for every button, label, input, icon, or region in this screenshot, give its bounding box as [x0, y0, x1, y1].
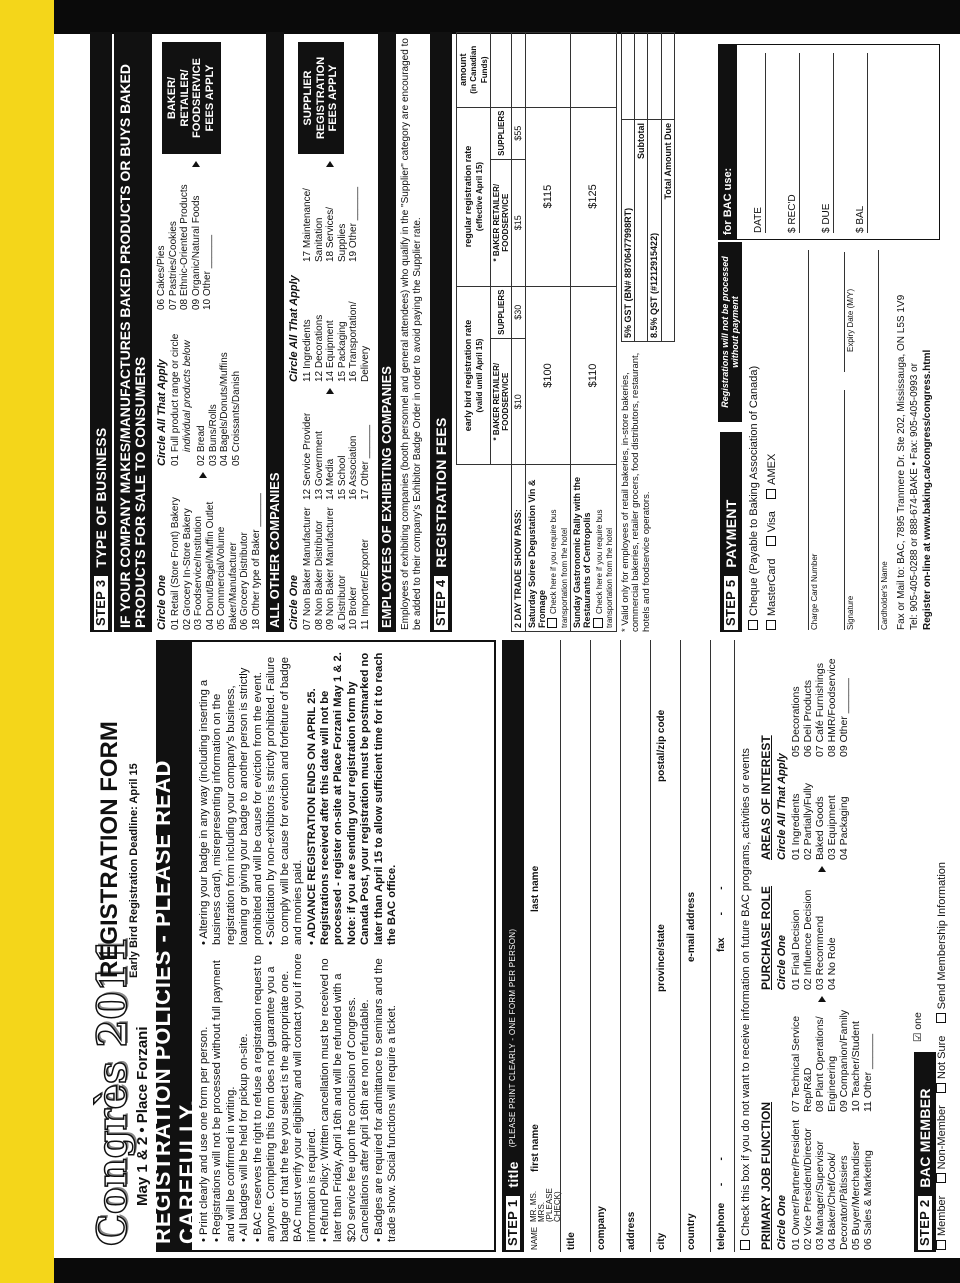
other-option[interactable]: 12 Service Provider: [302, 412, 313, 500]
title-field[interactable]: [566, 650, 588, 1250]
job-option[interactable]: 11 Other ______: [862, 1033, 875, 1112]
product-option[interactable]: 10 Other ______: [202, 234, 213, 310]
mastercard-checkbox[interactable]: [766, 620, 776, 630]
interest-option[interactable]: 04 Packaging: [838, 796, 851, 860]
interest-col1[interactable]: [790, 783, 850, 860]
postal-field[interactable]: [656, 652, 678, 782]
product-option[interactable]: 08 Ethnic-Oriented Products: [179, 184, 190, 310]
fax-label: fax: [716, 937, 727, 952]
not-sure-checkbox[interactable]: [936, 1083, 946, 1093]
qst-cell[interactable]: [648, 33, 661, 120]
province-field[interactable]: [656, 792, 678, 992]
divider: [590, 640, 591, 1252]
baker-fees-box: BAKER/ RETAILER/ FOODSERVICE FEES APPLY: [162, 42, 221, 154]
qst-label: 8.5% QST (#1212915422): [648, 120, 661, 342]
fee-value: $15: [512, 159, 525, 286]
amount-cell[interactable]: [571, 33, 616, 108]
member-option[interactable]: Member: [936, 1195, 948, 1236]
business-option[interactable]: 02 Grocery In-Store Bakery: [181, 508, 193, 630]
product-option[interactable]: 09 Organic/Natural Foods: [190, 195, 202, 310]
bus-note: Check here if you require bus transportation from the hotel: [594, 509, 615, 628]
supply-option[interactable]: Supplies: [336, 223, 348, 262]
job-col2[interactable]: [790, 1010, 874, 1112]
other-option[interactable]: 16 Association: [348, 435, 359, 500]
supply-option[interactable]: 14 Equipment: [325, 320, 336, 382]
purchase-option[interactable]: 03 Recommend: [814, 915, 827, 990]
divider: [710, 640, 711, 1252]
fees-note: * Valid only for employees of retail bakeries, in-store bakeries, commercial bakeries, retailer grocers, food distributors, restaurant, hotels and foodservice operators.: [619, 352, 653, 632]
regular-rate-sub: (effective April 15): [474, 162, 484, 232]
others-arrow-icon: [326, 388, 338, 394]
expiry-label: Expiry Date (M/Y): [846, 288, 855, 352]
country-label: country: [686, 1213, 697, 1250]
membership-options[interactable]: [936, 640, 949, 1250]
business-option[interactable]: 04 Donut/Bagel/Muffin Outlet: [204, 501, 216, 630]
step2-number: STEP 2: [916, 1194, 935, 1252]
policy-item: BAC reserves the right to refuse a registration request to anyone. Completing this form does not guarantee you a badge or that the fee you select is the appropriate one. BAC must verify your eligibility and will contact you if more information is required.: [251, 953, 318, 1242]
job-option[interactable]: 07 Technical Service: [790, 1015, 802, 1112]
fee-row-soiree: [525, 33, 570, 632]
supplier-arrow-icon: [326, 161, 338, 167]
purchase-circle-one: Circle One: [776, 934, 788, 990]
interest-option[interactable]: 08 HMR/Foodservice: [826, 658, 839, 757]
policy-item: Print clearly and use one form per person.: [198, 1026, 210, 1235]
bac-use-box: [718, 44, 940, 240]
product-note2: individual products below: [182, 340, 193, 452]
total-label: Total Amount Due: [661, 120, 674, 342]
interest-option[interactable]: Baked Goods: [814, 796, 827, 860]
purchase-option[interactable]: 02 Influence Decision: [802, 889, 815, 990]
other-option[interactable]: 11 Importer/Exporter: [359, 539, 371, 630]
policies-box: [149, 640, 496, 1252]
all-other-companies-title: ALL OTHER COMPANIES: [266, 32, 284, 632]
job-option[interactable]: 05 Buyer/Merchandiser: [850, 1141, 863, 1250]
fee-value: $55: [512, 107, 525, 159]
supply-option[interactable]: Delivery: [359, 345, 371, 382]
optout-checkbox[interactable]: [740, 1240, 750, 1250]
business-type-list[interactable]: [170, 493, 262, 630]
amex-checkbox[interactable]: [766, 489, 776, 499]
bus-arrow-icon: [199, 472, 211, 478]
badge-fields: [526, 640, 736, 1252]
optout-row[interactable]: [740, 640, 753, 1250]
product-option[interactable]: 03 Buns/Rolls: [207, 404, 219, 466]
other-option[interactable]: 15 School: [336, 455, 348, 500]
amount-cell[interactable]: [512, 33, 525, 108]
last-name-field[interactable]: [530, 652, 554, 912]
gst-cell[interactable]: [621, 33, 634, 120]
fee-row-rally: [571, 33, 616, 632]
cardholder-label: Cardholder's Name: [880, 561, 889, 630]
interest-option[interactable]: 09 Other ______: [838, 678, 851, 757]
payment-warning: Registrations will not be processed without payment: [718, 242, 742, 422]
fee-value: $115: [525, 107, 570, 286]
step5-number: STEP 5: [722, 574, 741, 632]
demographics: [758, 640, 908, 1252]
event-dates: May 1 & 2 • Place Forzani: [134, 1026, 151, 1206]
card-number-label: Charge Card Number: [810, 553, 819, 630]
amount-header: amount: [458, 53, 468, 87]
cheque-checkbox[interactable]: [748, 620, 758, 630]
cheque-label: Cheque (Payable to Baking Association of Canada): [748, 365, 760, 616]
product-option[interactable]: 04 Bagels/Donuts/Muffins: [219, 352, 230, 466]
salutation-options[interactable]: MR. MS. MRS. (PLEASE CHECK): [529, 1188, 562, 1222]
supply-option[interactable]: 18 Services/: [325, 206, 336, 262]
totals-table: [621, 32, 675, 342]
products-col2[interactable]: [156, 184, 214, 310]
first-name-field[interactable]: [530, 972, 554, 1172]
other-option[interactable]: 14 Media: [325, 458, 336, 500]
policy-item: Refund Policy: Written cancellation must be received no later than Friday, April 16th and will be refunded with a $20 service fee upon the conclusion of Congress. Cancellations after April 16th are non refundable.: [318, 958, 372, 1242]
amount-sub: (in Canadian Funds): [469, 45, 489, 94]
policy-item: All badges will be held for pickup on-site.: [238, 1033, 251, 1236]
step5-bar: [720, 432, 742, 632]
telephone-label: telephone: [716, 1202, 727, 1250]
other-option[interactable]: & Distributor: [336, 574, 348, 630]
purchase-arrow-icon: [818, 866, 830, 872]
divider: [650, 640, 651, 1252]
visa-checkbox[interactable]: [766, 536, 776, 546]
bus-circle-one: Circle One: [156, 574, 168, 630]
step3-title: TYPE OF BUSINESS: [92, 427, 109, 568]
bac-use-title: for BAC use:: [719, 45, 737, 239]
email-field[interactable]: [686, 652, 708, 962]
business-option[interactable]: 18 Other type of Baker ______: [250, 493, 262, 630]
tick-one-note: ☑ one: [912, 1012, 924, 1042]
regular-supplier-col: SUPPLIERS: [491, 107, 512, 159]
job-option[interactable]: 09 Companion/Family: [838, 1009, 851, 1112]
fees-table-wrap: [456, 32, 675, 632]
job-col1[interactable]: [790, 1120, 874, 1250]
exhibiting-text: Employees of exhibiting companies (booth personnel and general attendees) who qualify in the "Supplier" category are encouraged to be added to their company's Exhibitor Badge Order in order to avoid paying the Supplier rate.: [400, 38, 423, 630]
amount-cell[interactable]: [525, 33, 570, 108]
telephone-field[interactable]: telephone - -: [716, 1157, 727, 1250]
send-info-checkbox[interactable]: [936, 1013, 946, 1023]
step1-bar: [502, 640, 524, 1252]
interest-circle-all: Circle All That Apply: [776, 753, 788, 860]
products-col1[interactable]: [196, 352, 242, 466]
step5-title: PAYMENT: [722, 499, 739, 568]
supply-option[interactable]: 19 Other ______: [348, 186, 359, 262]
supplies-col2[interactable]: [302, 187, 360, 262]
bac-due-field: $ DUE: [821, 53, 834, 233]
card-number-field[interactable]: [796, 250, 809, 630]
company-field[interactable]: [596, 650, 618, 1250]
total-cell[interactable]: [661, 33, 674, 120]
purchase-option[interactable]: 04 No Role: [826, 937, 839, 990]
fee-row-label: 2 DAY TRADE SHOW PASS:: [512, 465, 525, 632]
tick-one-label: one: [912, 1012, 924, 1030]
optout-label: Check this box if you do not want to receive information on future BAC programs, activities or events: [740, 748, 752, 1236]
not-sure-option[interactable]: Not Sure: [936, 1035, 948, 1079]
address-field[interactable]: [626, 650, 648, 1250]
city-field[interactable]: [656, 1050, 678, 1250]
fee-value: $10: [512, 338, 525, 465]
step4-bar: [430, 32, 452, 632]
policy-item: Solicitation by non-exhibitors is strictly prohibited. Failure to comply will be cause for eviction and forfeiture of badge and monies paid.: [265, 656, 305, 945]
company-label: company: [596, 1206, 607, 1250]
supply-option[interactable]: 12 Decorations: [313, 314, 325, 382]
product-option[interactable]: 05 Croissants/Danish: [230, 370, 242, 466]
job-option[interactable]: 03 Manager/Supervisor: [814, 1140, 827, 1250]
fax-field[interactable]: fax - -: [716, 886, 727, 952]
supplies-circle-all: Circle All That Apply: [288, 275, 300, 382]
tel-line: Tel: 905-405-0288 or 888-674-BAKE • Fax: 905-405-0993 or: [909, 362, 920, 630]
other-option[interactable]: 09 Non Baker Manufacturer: [325, 507, 336, 630]
bac-date-field: DATE: [753, 53, 766, 233]
product-option[interactable]: 02 Bread: [196, 425, 207, 466]
fee-value: $30: [512, 286, 525, 338]
job-option[interactable]: 01 Owner/Partner/President: [790, 1119, 802, 1250]
title-label: title: [566, 1232, 577, 1250]
policies-left: • Print clearly and use one form per person. • Registrations will not be processed without full payment and will be confirmed in writing. • All badges will be held for pickup on-site. • BAC reserves the right to refuse a registration request to anyone. Completing this form does not guarantee you a badge or that the fee you select is the appropriate one. BAC must verify your eligibility and will contact you if more information is required. • Refund Policy: Written cancellation must be received no later than Friday, April 16th and will be refunded with a $20 service fee upon the conclusion of Congress. Cancellations after April 16th are non refundable. • Badges are required for admittance to seminars and the trade show. Social functions will require a ticket.: [198, 953, 399, 1242]
visa-label: Visa: [766, 511, 778, 533]
fax-mail-line: Fax or Mail to: BAC, 7895 Tranmere Dr. Ste 202, Mississauga, ON L5S 1V9: [896, 294, 907, 630]
job-option[interactable]: 02 Vice President/Director: [802, 1128, 815, 1250]
supplies-col1[interactable]: [302, 301, 371, 382]
policies-title: REGISTRATION POLICIES - PLEASE READ CAREFULLY.: [158, 642, 192, 1250]
job-option[interactable]: 08 Plant Operations/: [814, 1016, 827, 1112]
others-col2[interactable]: [302, 413, 371, 500]
fee-row-trade-show: [512, 33, 525, 632]
subtotal-cell[interactable]: [634, 33, 647, 120]
fee-value: $125: [571, 107, 616, 286]
early-rate-sub: (valid until April 15): [474, 338, 484, 413]
bus-checkbox[interactable]: [593, 618, 603, 628]
other-option[interactable]: 10 Broker: [348, 586, 359, 630]
job-option[interactable]: 06 Sales & Marketing: [862, 1150, 875, 1250]
mastercard-label: MasterCard: [766, 558, 778, 616]
email-label: e-mail address: [686, 891, 697, 962]
form-title: REGISTRATION FORM: [96, 721, 123, 978]
business-option[interactable]: Baker/Manufacturer: [227, 542, 239, 630]
supply-option[interactable]: 17 Maintenance/: [302, 188, 313, 262]
cardholder-field[interactable]: [866, 250, 879, 630]
product-option[interactable]: 06 Cakes/Pies: [156, 245, 167, 310]
fee-row-label: Saturday Soiree Degustation Vin & Fromage: [526, 479, 548, 628]
purchase-options[interactable]: [790, 890, 838, 990]
web-line[interactable]: Register on-line at www.baking.ca/congress/congress.html: [922, 349, 933, 630]
job-arrow-icon: [818, 996, 830, 1002]
exhibiting-title: EMPLOYEES OF EXHIBITING COMPANIES: [378, 32, 396, 632]
step3-bar: [90, 32, 112, 632]
deadline: Early Bird Registration Deadline: April 15: [128, 763, 140, 978]
step3-heading: IF YOUR COMPANY MAKES/MANUFACTURES BAKED PRODUCTS OR BUYS BAKED PRODUCTS FOR SALE TO CONSUMERS: [114, 32, 152, 632]
step3-number: STEP 3: [92, 574, 111, 632]
supply-option[interactable]: 11 Ingredients: [302, 319, 313, 382]
baker-arrow-icon: [192, 161, 204, 167]
interest-option[interactable]: 05 Decorations: [790, 686, 802, 757]
step1-number: STEP 1: [504, 1194, 523, 1252]
areas-of-interest-title: AREAS OF INTEREST: [759, 735, 773, 860]
regular-rate-header: regular registration rate: [463, 145, 474, 248]
supply-option[interactable]: 15 Packaging: [336, 321, 348, 382]
job-option[interactable]: 04 Baker/Chef/Cook/: [826, 1152, 839, 1250]
business-option[interactable]: 05 Commercial/Volume: [216, 526, 227, 630]
signature-label: Signature: [846, 595, 855, 630]
step2-bar: [914, 1052, 936, 1252]
divider: [620, 640, 621, 1252]
non-member-checkbox[interactable]: [936, 1173, 946, 1183]
purchase-option[interactable]: 01 Final Decision: [790, 909, 802, 990]
purchase-role-title: PURCHASE ROLE: [759, 885, 773, 990]
amex-label: AMEX: [766, 453, 778, 485]
supply-option[interactable]: Sanitation: [313, 217, 325, 262]
signature-field[interactable]: [832, 390, 845, 630]
job-option[interactable]: Rep/R&D: [802, 1067, 815, 1112]
province-label: province/state: [656, 924, 667, 992]
fee-value: $100: [525, 286, 570, 465]
bottom-black-band: [54, 1258, 960, 1283]
business-option[interactable]: 06 Grocery Distributor: [239, 532, 250, 630]
name-label: NAME: [530, 1226, 539, 1250]
others-col1[interactable]: [302, 507, 371, 630]
other-option[interactable]: 17 Other ______: [359, 424, 371, 500]
early-baker-col: * BAKER RETAILER/ FOODSERVICE: [491, 338, 512, 465]
other-option[interactable]: 07 Non Baker Manufacturer: [302, 507, 313, 630]
regular-baker-col: * BAKER RETAILER/ FOODSERVICE: [491, 159, 512, 286]
early-supplier-col: SUPPLIERS: [491, 286, 512, 338]
product-option[interactable]: 07 Pastries/Cookies: [167, 221, 179, 310]
divider: [734, 640, 735, 1252]
bus-checkbox[interactable]: [547, 618, 557, 628]
bus-note: Check here if you require bus transportation from the hotel: [549, 509, 569, 628]
member-checkbox[interactable]: [936, 1240, 946, 1250]
early-rate-header: early bird registration rate: [463, 319, 474, 432]
policy-item: Badges are required for admittance to seminars and the trade show. Social functions will require a ticket.: [372, 958, 399, 1242]
supplier-fees-box: SUPPLIER REGISTRATION FEES APPLY: [298, 42, 344, 154]
divider: [680, 640, 681, 1252]
step4-title: REGISTRATION FEES: [432, 417, 449, 568]
other-option[interactable]: 13 Government: [313, 431, 325, 500]
step1-hint: (PLEASE PRINT CLEARLY - ONE FORM PER PERSON): [508, 928, 518, 1148]
interest-option[interactable]: 06 Deli Products: [802, 679, 815, 757]
policy-item: ADVANCE REGISTRATION ENDS ON APRIL 25. Registrations received after this date will not be processed - register on-site at Place Forzani May 1 & 2. Note: if you are sending your registration form by Canada Post, your registration must be postmarked no later than April 15 to allow sufficient time for it to reach the BAC office.: [305, 652, 399, 945]
products-circle-all: Circle All That Apply: [156, 359, 168, 466]
gst-label: 5% GST (BN# 88706477998RT): [621, 120, 634, 342]
send-info-option[interactable]: Send Membership Information: [936, 861, 948, 1010]
step2-title: BAC MEMBER: [916, 1088, 933, 1188]
city-label: city: [656, 1232, 667, 1250]
divider: [560, 640, 561, 1252]
interest-option[interactable]: 03 Equipment: [826, 795, 839, 860]
step4-number: STEP 4: [432, 574, 451, 632]
job-function-title: PRIMARY JOB FUNCTION: [759, 1101, 773, 1250]
fees-table: [456, 32, 617, 632]
last-name-label: last name: [530, 865, 541, 912]
expiry-field[interactable]: [832, 252, 845, 372]
first-name-label: first name: [530, 1124, 541, 1172]
bac-recd-field: $ REC'D: [787, 53, 800, 233]
policy-item: Altering your badge in any way (including inserting a business card), misrepresenting information on the registration form including your company's business, loaning or giving your badge to another person is strictly prohibited and will be cause for eviction from the event.: [198, 667, 264, 945]
logo: Congrès 2011: [89, 936, 136, 1246]
fee-row-label: Sunday Gastronomic Rally with the Restaurants of Centropolis: [572, 476, 593, 628]
yellow-side-band: [0, 0, 54, 1283]
interest-col2[interactable]: [790, 658, 850, 757]
interest-option[interactable]: 07 Café Furnishings: [814, 663, 827, 757]
other-option[interactable]: 08 Non Baker Distributor: [313, 520, 325, 630]
non-member-option[interactable]: Non-Member: [936, 1105, 948, 1170]
others-circle-one: Circle One: [288, 574, 300, 630]
interest-option[interactable]: 01 Ingredients: [790, 793, 802, 860]
subtotal-label: Subtotal: [634, 120, 647, 342]
postal-label: postal/zip code: [656, 709, 667, 782]
job-circle-one: Circle One: [776, 1194, 788, 1250]
country-field[interactable]: [686, 1050, 708, 1250]
cheque-option[interactable]: [748, 366, 761, 630]
job-option[interactable]: Engineering: [826, 1055, 839, 1112]
header: [90, 646, 150, 1246]
supply-option[interactable]: 16 Transportation/: [348, 301, 359, 382]
fee-value: $110: [571, 286, 616, 465]
policy-item: Registrations will not be processed without full payment and will be confirmed in writing.: [211, 960, 237, 1242]
card-options[interactable]: [766, 454, 779, 630]
business-option[interactable]: 03 Foodservice/Institution: [193, 516, 204, 630]
product-note: 01 Full product range or circle: [170, 333, 181, 466]
job-option[interactable]: 10 Teacher/Student: [850, 1021, 863, 1112]
business-option[interactable]: 01 Retail (Store Front) Bakery: [170, 497, 181, 630]
interest-option[interactable]: 02 Partially/Fully: [802, 782, 815, 860]
bac-bal-field: $ BAL: [855, 53, 868, 233]
registration-form: [84, 28, 954, 1252]
address-label: address: [626, 1211, 637, 1250]
step1-title: title: [504, 1161, 521, 1188]
policies-right: • Altering your badge in any way (including inserting a business card), misrepresenting information on the registration form including your company's business, loaning or giving your badge to another person is strictly prohibited and will be cause for eviction from the event. • Solicitation by non-exhibitors is strictly prohibited. Failure to comply will be cause for eviction and forfeiture of badge and monies paid. • ADVANCE REGISTRATION ENDS ON APRIL 25. Registrations received after this date will not be processed - register on-site at Place Forzani May 1 & 2. Note: if you are sending your registration form by Canada Post, your registration must be postmarked no later than April 15 to allow sufficient time for it to reach the BAC office.: [198, 652, 399, 945]
job-option[interactable]: Decorator/Pâtissiers: [838, 1155, 851, 1250]
